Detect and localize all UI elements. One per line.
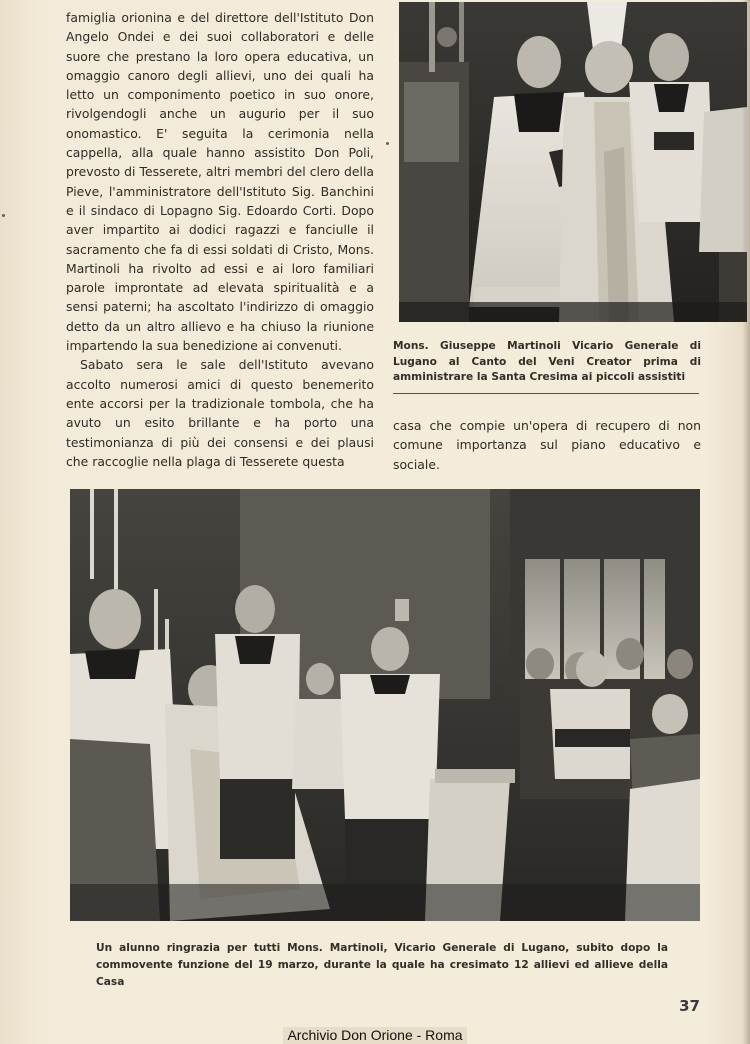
article-right-continuation xyxy=(393,416,701,474)
photo-confirmation-ceremony xyxy=(70,489,700,921)
photo-veni-creator-image xyxy=(399,2,747,322)
photo-veni-creator xyxy=(399,2,747,322)
article-paragraph: casa che compie un'opera di recupero di non comune importanza sul piano educativo e sociale. xyxy=(393,418,701,472)
archive-watermark-text: Archivio Don Orione - Roma xyxy=(283,1027,466,1044)
page-number: 37 xyxy=(679,997,700,1015)
article-left-column xyxy=(66,8,374,471)
photo-caption-top: Mons. Giuseppe Martinoli Vicario Generale di Lugano al Canto del Veni Creator prima di amministrare la Santa Cresima ai piccoli assistiti xyxy=(393,340,701,383)
article-paragraph: Sabato sera le sale dell'Istituto avevano accolto numerosi amici di questo benemerito ente accorsi per la tradizionale tombola, che ha avuto un esito brillante e ha porto una testimonianza di più dei consensi e dei plausi che raccoglie nella plaga di Tesserete questa xyxy=(66,357,374,469)
photo-confirmation-ceremony-image xyxy=(70,489,700,921)
article-paragraph: famiglia orionina e del direttore dell'Istituto Don Angelo Ondei e dei suoi collaboratori e delle suore che prestano la loro opera educativa, un omaggio canoro degli allievi, uno dei quali ha letto un componimento poetico in suo onore, rivolgendogli anche un augurio per il suo onomastico. E' seguita la cerimonia nella cappella, alla quale hanno assistito Don Poli, prevosto di Tesserete, altri membri del clero della Pieve, l'amministratore dell'Istituto Sig. Banchini e il sindaco di Lopagno Sig. Edoardo Corti. Dopo aver impartito ai dodici ragazzi e fanciulle il sacramento che fa di essi soldati di Cristo, Mons. Martinoli ha rivolto ad essi e ai loro familiari parole improntate ad elevata spiritualità e a sensi paterni; ha ascoltato l'indirizzo di omaggio detto da un altro allievo e ha chiuso la riunione impartendo la sua benedizione ai convenuti. xyxy=(66,10,374,354)
caption-divider xyxy=(393,393,699,394)
margin-mark xyxy=(386,142,389,145)
archive-watermark xyxy=(0,1027,750,1044)
page-edge-shadow xyxy=(742,0,750,1044)
margin-mark xyxy=(2,214,5,217)
photo-caption-bottom: Un alunno ringrazia per tutti Mons. Martinoli, Vicario Generale di Lugano, subito dopo la commovente funzione del 19 marzo, durante la quale ha cresimato 12 allievi ed allieve della Casa xyxy=(96,942,668,988)
